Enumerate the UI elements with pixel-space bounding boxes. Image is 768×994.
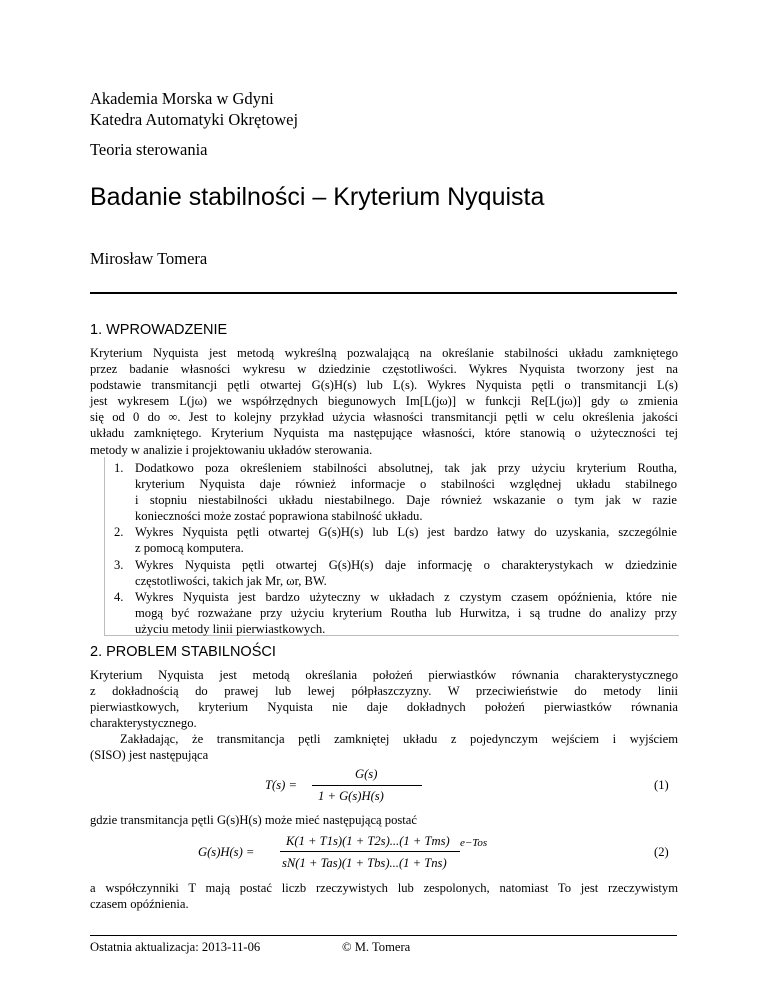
text-line: Wykres Nyquista pętli otwartej G(s)H(s) daje informację o charakterystykach w dziedzinie <box>135 557 677 572</box>
text-line: pierwiastkowych, kryterium Nyquista nie daje dokładnych położeń pierwiastków równania <box>90 700 678 715</box>
text-line: metody w analizie i projektowaniu układów sterowania. <box>90 442 373 457</box>
equation-1-fraction-bar <box>312 785 422 786</box>
equation-1-lhs: T(s) = <box>265 778 297 792</box>
text-line: z pomocą komputera. <box>135 541 244 556</box>
author-name: Mirosław Tomera <box>90 249 208 268</box>
list-item-number: 3. <box>114 557 124 572</box>
equation-1-denominator: 1 + G(s)H(s) <box>318 789 384 803</box>
equation-1-number: (1) <box>654 778 669 792</box>
text-line: mogą być rozważane przy użyciu kryterium Routha lub Hurwitza, i są trudne do analizy przy <box>135 605 677 620</box>
text-line: Kryterium Nyquista jest metodą wykreślną pozwalającą na określanie stabilności układu zamkniętego <box>90 346 678 360</box>
document-title: Badanie stabilności – Kryterium Nyquista <box>90 183 545 211</box>
course-name: Teoria sterowania <box>90 140 208 159</box>
text-line: czasem opóźnienia. <box>90 897 189 912</box>
stability-paragraph <box>90 667 678 731</box>
list-item-number: 4. <box>114 589 124 604</box>
equation-2-lhs: G(s)H(s) = <box>198 845 255 859</box>
text-line: a współczynniki T mają postać liczb rzeczywistych lub zespolonych, natomiast To jest rzeczywistym <box>90 881 678 895</box>
list-item <box>114 589 677 637</box>
institution-name: Akademia Morska w Gdyni <box>90 89 274 108</box>
text-line: konieczności może zostać poprawiona stabilność układu. <box>135 509 423 524</box>
loop-transfer-paragraph <box>90 812 678 828</box>
text-line: Wykres Nyquista pętli otwartej G(s)H(s) lub L(s) jest bardzo łatwy do uzyskania, szczególnie <box>135 525 677 540</box>
text-line: Kryterium Nyquista jest metodą określania położeń pierwiastków równania charakterystycznego <box>90 668 678 682</box>
text-line: i stopniu niestabilności układu niestabilnego. Daje również wskazanie o tym jak w razie <box>135 493 677 508</box>
text-line: Zakładając, że transmitancja pętli zamkniętej układu z pojedynczym wejściem i wyjściem <box>120 732 678 746</box>
equation-1-numerator: G(s) <box>355 767 378 781</box>
text-line: Wykres Nyquista jest bardzo użyteczny w układach z czystym czasem opóźnienia, które nie <box>135 589 677 604</box>
copyright: © M. Tomera <box>342 940 411 954</box>
equation-2-numerator: K(1 + T1s)(1 + T2s)...(1 + Tms) <box>286 834 450 848</box>
list-item <box>114 557 677 589</box>
assumption-paragraph-cont <box>90 747 678 763</box>
text-line: (SISO) jest następująca <box>90 748 209 762</box>
list-item-number: 2. <box>114 525 124 540</box>
text-line: użyciu metody linii pierwiastkowych. <box>135 621 326 636</box>
text-line: kryterium Nyquista daje również informacje o stabilności względnej układu stabilnego <box>135 477 677 492</box>
department-name: Katedra Automatyki Okrętowej <box>90 110 299 129</box>
text-line: podstawie transmitancji pętli otwartej G(s)H(s) lub L(s). Wykres Nyquista pętli o transmitancji L(s) <box>90 378 678 393</box>
equation-2-exponential: e−Tos <box>460 837 488 849</box>
section-heading-stability: 2. PROBLEM STABILNOŚCI <box>90 644 276 660</box>
text-line: z dokładnością do prawej lub lewej półpłaszczyzny. W przeciwieństwie do metody linii <box>90 684 678 699</box>
last-updated: Ostatnia aktualizacja: 2013-11-06 <box>90 940 261 954</box>
text-line: jest wykresem L(jω) we współrzędnych biegunowych Im[L(jω)] w funkcji Re[L(jω)] gdy ω zmienia <box>90 394 678 409</box>
section-heading-introduction: 1. WPROWADZENIE <box>90 322 228 338</box>
list-item <box>114 460 677 524</box>
text-line: układu zamkniętego. Kryterium Nyquista ma następujące własności, które stanowią o użyteczności tej <box>90 426 678 441</box>
text-line: przez badanie własności wykresu w dziedzinie częstotliwości. Wykres Nyquista tworzony jest na <box>90 362 678 377</box>
text-line: częstotliwości, takich jak Mr, ωr, BW. <box>135 573 327 588</box>
text-line: Dodatkowo poza określeniem stabilności absolutnej, tak jak przy użyciu kryterium Routha, <box>135 461 677 475</box>
properties-list <box>114 460 677 637</box>
title-divider <box>90 292 677 294</box>
coefficients-paragraph <box>90 880 678 912</box>
intro-paragraph <box>90 345 678 458</box>
text-line: charakterystycznego. <box>90 716 197 731</box>
assumption-paragraph <box>120 731 678 747</box>
equation-2-number: (2) <box>654 845 669 859</box>
equation-2-fraction-bar <box>280 851 460 852</box>
list-item <box>114 524 677 556</box>
text-line: gdzie transmitancja pętli G(s)H(s) może mieć następującą postać <box>90 813 417 827</box>
list-item-number: 1. <box>114 461 124 475</box>
text-line: się od 0 do ∞. Jest to kolejny przykład użycia własności transmitancji pętli w celu określenia jakości <box>90 410 678 425</box>
equation-2-denominator: sN(1 + Tas)(1 + Tbs)...(1 + Tns) <box>282 856 447 870</box>
footer-divider <box>90 935 677 936</box>
